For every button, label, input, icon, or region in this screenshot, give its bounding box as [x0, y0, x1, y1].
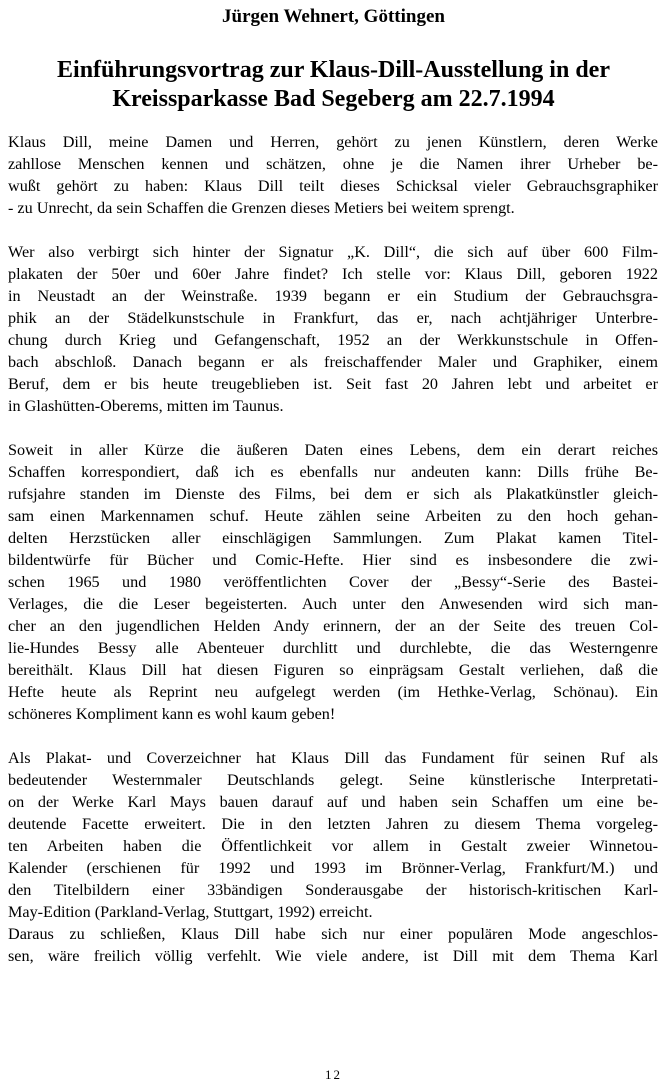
text-line: plakaten der 50er und 60er Jahre findet? Ich stelle vor: Klaus Dill, geboren 1922: [8, 265, 658, 283]
text-line: Soweit in aller Kürze die äußeren Daten eines Lebens, dem ein derart reiches: [8, 441, 658, 459]
title-line: Kreissparkasse Bad Segeberg am 22.7.1994: [112, 86, 555, 112]
text-line: Beruf, dem er bis heute treugeblieben ist. Seit fast 20 Jahren lebt und arbeitet er: [8, 375, 658, 393]
text-line: May-Edition (Parkland-Verlag, Stuttgart, 1992) erreicht.: [8, 903, 373, 921]
text-line: delten Herzstücken aller einschlägigen Sammlungen. Zum Plakat kamen Titel-: [8, 529, 658, 547]
text-line: in Glashütten-Oberems, mitten im Taunus.: [8, 397, 284, 415]
text-line: on der Werke Karl Mays bauen darauf auf und haben sein Schaffen um eine be-: [8, 793, 658, 811]
text-line: ten Arbeiten haben die Öffentlichkeit vor allem in Gestalt zweier Winnetou-: [8, 837, 658, 855]
paragraph: [8, 439, 658, 725]
text-line: in Neustadt an der Weinstraße. 1939 begann er ein Studium der Gebrauchsgra-: [8, 287, 658, 305]
page-number: 12: [325, 1067, 342, 1082]
text-line: Verlages, die die Leser begeisterten. Auch unter den Anwesenden wird sich man-: [8, 595, 658, 613]
text-line: sam einen Markennamen schuf. Heute zählen seine Arbeiten zu den hoch gehan-: [8, 507, 658, 525]
text-line: cher an den jugendlichen Helden Andy erinnern, der an der Seite des treuen Col-: [8, 617, 658, 635]
text-line: schen 1965 und 1980 veröffentlichten Cover der „Bessy“-Serie des Bastei-: [8, 573, 658, 591]
author-line: Jürgen Wehnert, Göttingen: [222, 6, 445, 27]
text-line: bedeutender Westernmaler Deutschlands gelegt. Seine künstlerische Interpretati-: [8, 771, 658, 789]
page-title: [0, 56, 667, 114]
text-line: rufsjahre standen im Dienste des Films, bei dem er sich als Plakatkünstler gleich-: [8, 485, 658, 503]
text-line: Schaffen korrespondiert, daß ich es ebenfalls nur andeuten kann: Dills frühe Be-: [8, 463, 658, 481]
title-line: Einführungsvortrag zur Klaus-Dill-Ausstellung in der: [57, 57, 610, 83]
text-line: zahllose Menschen kennen und schätzen, ohne je die Namen ihrer Urheber be-: [8, 155, 658, 173]
text-line: bildentwürfe für Bücher und Comic-Hefte. Hier sind es insbesondere die zwi-: [8, 551, 658, 569]
text-line: den Titelbildern einer 33bändigen Sonderausgabe der historisch-kritischen Karl-: [8, 881, 658, 899]
text-line: Hefte heute als Reprint neu aufgelegt werden (im Hethke-Verlag, Schönau). Ein: [8, 683, 658, 701]
text-line: Kalender (erschienen für 1992 und 1993 im Brönner-Verlag, Frankfurt/M.) und: [8, 859, 658, 877]
paragraph: [8, 241, 658, 417]
paragraph: [8, 747, 658, 923]
body-text: [8, 131, 658, 967]
text-line: chung durch Krieg und Gefangenschaft, 1952 an der Werkkunstschule in Offen-: [8, 331, 658, 349]
paragraph: [8, 131, 658, 219]
text-line: phik an der Städelkunstschule in Frankfurt, das er, nach achtjähriger Unterbre-: [8, 309, 658, 327]
text-line: bereithält. Klaus Dill hat diesen Figuren so einprägsam Gestalt verliehen, daß die: [8, 661, 658, 679]
paragraph: [8, 923, 658, 967]
text-line: Klaus Dill, meine Damen und Herren, gehört zu jenen Künstlern, deren Werke: [8, 133, 658, 151]
text-line: lie-Hundes Bessy alle Abenteuer durchlitt und durchlebte, die das Westerngenre: [8, 639, 658, 657]
text-line: Wer also verbirgt sich hinter der Signatur „K. Dill“, die sich auf über 600 Film-: [8, 243, 658, 261]
text-line: sen, wäre freilich völlig verfehlt. Wie viele andere, ist Dill mit dem Thema Karl: [8, 947, 658, 965]
text-line: wußt gehört zu haben: Klaus Dill teilt dieses Schicksal vieler Gebrauchsgraphiker: [8, 177, 658, 195]
text-line: Als Plakat- und Coverzeichner hat Klaus Dill das Fundament für seinen Ruf als: [8, 749, 658, 767]
text-line: deutende Facette erweitert. Die in den letzten Jahren zu diesem Thema vorgeleg-: [8, 815, 658, 833]
text-line: bach abschloß. Danach begann er als freischaffender Maler und Graphiker, einem: [8, 353, 658, 371]
text-line: - zu Unrecht, da sein Schaffen die Grenzen dieses Metiers bei weitem sprengt.: [8, 199, 515, 217]
text-line: schöneres Kompliment kann es wohl kaum geben!: [8, 705, 336, 723]
text-line: Daraus zu schließen, Klaus Dill habe sich nur einer populären Mode angeschlos-: [8, 925, 658, 943]
